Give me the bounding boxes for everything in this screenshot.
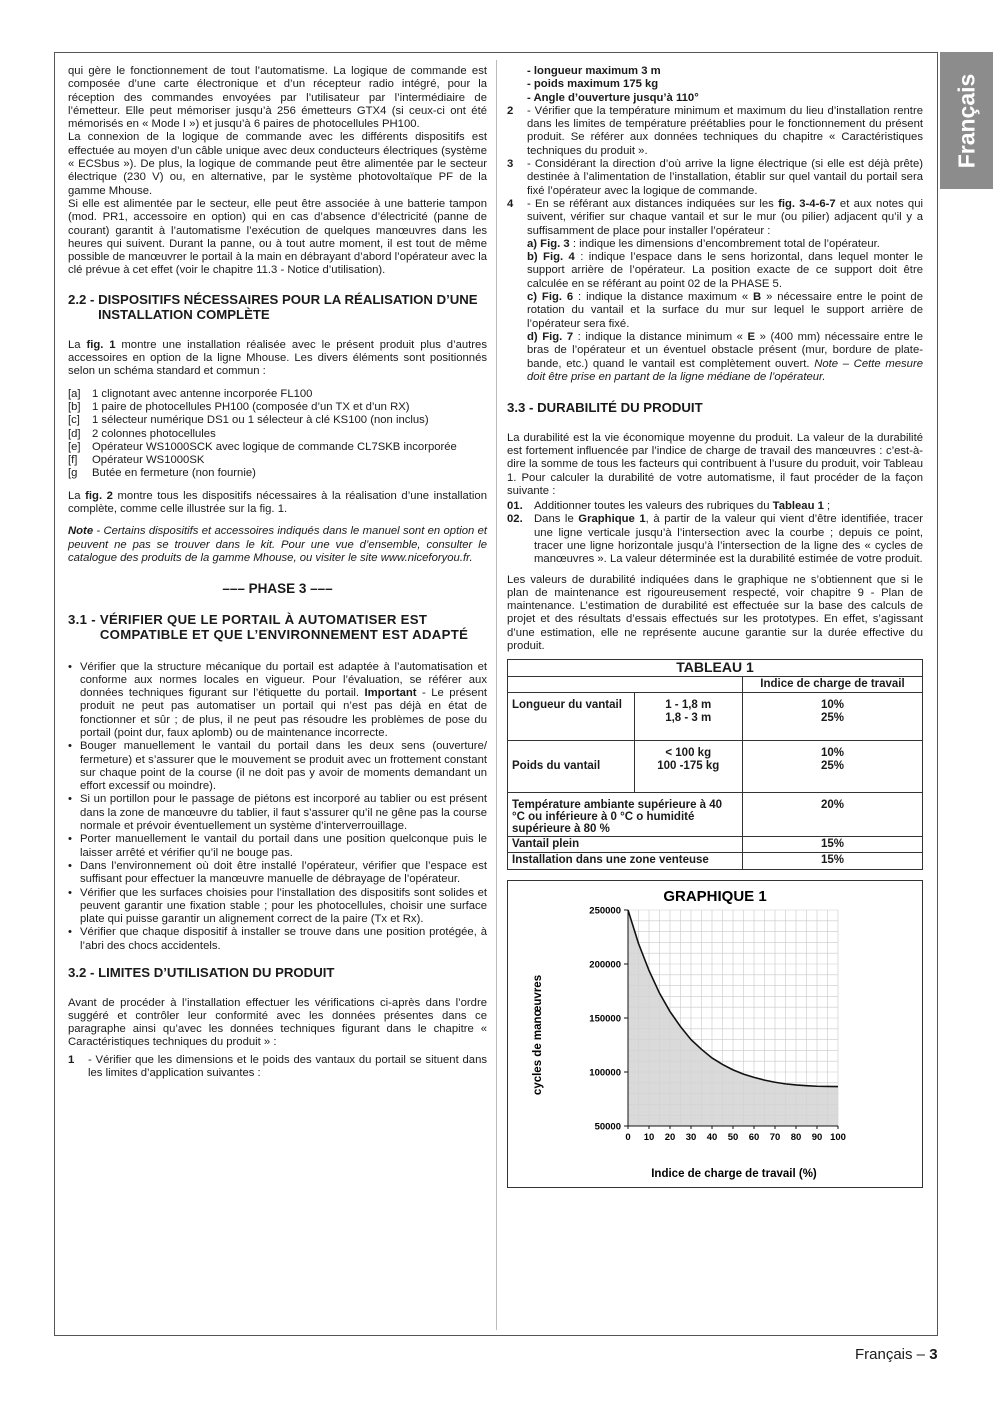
- item-text: 1 paire de photocellules PH100 (composée d’un TX et d’un RX): [92, 400, 410, 413]
- heading-text: VÉRIFIER QUE LE PORTAIL À AUTOMATISER EST COMPATIBLE ET QUE L’ENVIRONNEMENT EST ADAPTÉ: [99, 611, 469, 642]
- intro-paragraph-3: Si elle est alimentée par le secteur, elle peut être associée à une batterie tampon (mod. PR1, accessoire en option) qui en cas d’absence d’électricité (panne de courant) garantit à l’automatisme l’exécution de quelques manœuvres dans les heures qui suivent. Durant la panne, ou à tout autre moment, il est tout de même possible de manœuvrer le portail à la main en débrayant d’abord l’opérateur avec la clé prévue à cet effet (voir le chapitre 11.3 - Notice d’utilisation).: [68, 197, 487, 277]
- list-item: [68, 388, 487, 401]
- row-value: [742, 692, 922, 740]
- column-divider: [496, 60, 497, 1330]
- range-a: 1 - 1,8 m: [665, 698, 712, 711]
- table-header: Indice de charge de travail: [742, 676, 922, 692]
- x-tick-label: 80: [790, 1131, 802, 1143]
- table-row: [508, 836, 923, 852]
- step-number: 2: [507, 104, 514, 117]
- text: Dans le: [534, 513, 579, 526]
- page-number: 3: [929, 1346, 938, 1363]
- dimension-label: E: [747, 330, 756, 343]
- step-number: 4: [507, 197, 514, 210]
- heading-text: DISPOSITIFS NÉCESSAIRES POUR LA RÉALISATION D’UNE INSTALLATION COMPLÈTE: [98, 291, 478, 323]
- x-tick-label: 50: [727, 1131, 739, 1143]
- x-tick-label: 70: [769, 1131, 781, 1143]
- list-item: [68, 454, 487, 467]
- list-item: [68, 1054, 487, 1081]
- y-tick-label: 250000: [589, 905, 621, 917]
- chart-ylabel: cycles de manœuvres: [532, 974, 544, 1095]
- list-item: • Bouger manuellement le vantail du portail dans les deux sens (ouverture/ fermeture) et s’assurer que le mouvement se produit avec un frottement constant sur chaque point de la course (il ne doit pas y avoir de moments demandant un effort excessif ou moindre).: [68, 740, 487, 793]
- text: - En se référant aux distances indiquées sur les: [527, 197, 779, 210]
- text: montre une installation réalisée avec le présent produit plus d’autres accessoires en option de la ligne Mhouse. Les divers éléments sont positionnés selon un schéma standard et commun :: [68, 338, 487, 378]
- table-row: [508, 792, 923, 836]
- y-tick-label: 200000: [589, 959, 621, 971]
- fig-ref: fig. 3-4-6-7: [778, 197, 836, 210]
- chart-xlabel: Indice de charge de travail (%): [651, 1167, 817, 1180]
- table-ref: Tableau 1: [772, 500, 824, 513]
- list-item: [68, 661, 487, 741]
- note-paragraph: [68, 525, 487, 565]
- right-column: [507, 65, 923, 1188]
- item-key: [f]: [68, 454, 78, 467]
- text: : indique la distance minimum «: [573, 330, 748, 343]
- value-b: 25%: [820, 712, 844, 725]
- fig-label: d) Fig. 7: [527, 330, 574, 343]
- dimension-label: B: [753, 291, 762, 304]
- heading-3-1: [68, 612, 487, 643]
- table-row: [508, 740, 923, 792]
- row-label: Vantail plein: [508, 836, 743, 852]
- list-item: • Vérifier que les surfaces choisies pour l’installation des dispositifs sont solides et peuvent garantir une fixation stable ; pour les photocellules, choisir une surface plate qui puisse garantir un alignement correct de la paire (Tx et Rx).: [68, 887, 487, 927]
- step-list: [68, 1054, 487, 1081]
- item-key: [a]: [68, 387, 81, 400]
- value-a: 10%: [820, 698, 844, 711]
- item-text: 1 clignotant avec antenne incorporée FL100: [92, 387, 313, 400]
- row-value: 15%: [742, 853, 922, 869]
- table-row: [508, 692, 923, 740]
- item-text: Butée en fermeture (non fournie): [92, 467, 256, 480]
- heading-3-2: [68, 965, 487, 981]
- limit-item: - Angle d’ouverture jusqu’à 110°: [527, 91, 699, 104]
- step-number: 02.: [507, 513, 523, 526]
- text: » nécessaire entre le point de rotation du vantail et la surface du mur sur lequel le support arrière de l’opérateur sera fixé.: [527, 291, 923, 330]
- text: Vérifier que la structure mécanique du portail est adaptée à l’automatisation et conforme aux normes locales en vigueur. Pour l’évaluation, se référer aux données techniques figurant sur l’étiquette du portail.: [80, 660, 487, 700]
- phase-heading: ––– PHASE 3 –––: [222, 581, 333, 597]
- item-key: [e]: [68, 440, 81, 453]
- durability-note-paragraph: Les valeurs de durabilité indiquées dans le graphique ne s’obtiennent que si le plan de maintenance est rigoureusement respecté, voir chapitre 9 - Plan de maintenance. L’estimation de durabilité est effectuée sur la base des calculs de projet et des résultats d’essais effectués sur les prototypes. En effet, s’agissant d’une estimation, elle ne représente aucune garantie sur la durée effective du produit.: [507, 573, 923, 653]
- value-a: 10%: [820, 746, 844, 759]
- page-footer: [855, 1346, 938, 1363]
- list-item: [507, 513, 923, 566]
- heading-text: DURABILITÉ DU PRODUIT: [537, 400, 703, 416]
- note-text: - Certains dispositifs et accessoires indiqués dans le manuel sont en option et peuvent ne pas se trouver dans le kit. Pour une vue d’ensemble, consulter le catalogue des produits de la gamme Mhouse, ou visiter le site www.niceforyou.fr.: [68, 525, 487, 564]
- intro-paragraph-2: La connexion de la logique de commande avec les différents dispositifs est effectuée au moyen d’un câble unique avec deux conducteurs électriques (système « ECSbus »). De plus, la logique de commande peut être alimentée par le secteur électrique (230 V) ou, en alternative, par le système photovoltaïque PF de la gamme Mhouse.: [68, 131, 487, 197]
- y-tick-label: 50000: [594, 1121, 621, 1133]
- step-number: 01.: [507, 500, 523, 513]
- intro-paragraph-1: qui gère le fonctionnement de tout l’automatisme. La logique de commande est composée d’une carte électronique et d’un récepteur radio intégré, pour la réception des commandes envoyées par l’utilisateur par l’intermédiaire de l’émetteur. Elle peut mémoriser jusqu’à 256 émetteurs GTX4 (si ceux-ci ont été mémorisés en « Mode I ») et jusqu’à 6 paires de photocellules PH100.: [68, 65, 487, 131]
- heading-text: LIMITES D’UTILISATION DU PRODUIT: [98, 965, 335, 981]
- list-item: [507, 158, 923, 198]
- language-tab: [940, 52, 993, 189]
- step-text: [527, 198, 923, 384]
- y-tick-label: 100000: [589, 1067, 621, 1079]
- list-item: [68, 401, 487, 414]
- list-item: • Dans l’environnement où doit être installé l’opérateur, vérifier que l’espace est suffisant pour effectuer la manœuvre manuelle de débrayage de l’opérateur.: [68, 860, 487, 887]
- table-row: [508, 853, 923, 869]
- fig1-paragraph: [68, 339, 487, 379]
- text: La: [68, 489, 86, 502]
- section-3-2-paragraph: Avant de procéder à l’installation effectuer les vérifications ci-après dans l’ordre suggéré et contrôler leur conformité avec les données présentes dans ce paragraphe ainsi qu’avec les données techniques figurant dans le chapitre « Caractéristiques techniques du produit » :: [68, 996, 487, 1049]
- y-tick-label: 150000: [589, 1013, 621, 1025]
- durability-chart: [508, 881, 922, 1187]
- range-b: 1,8 - 3 m: [665, 712, 712, 725]
- row-value: 20%: [742, 792, 922, 836]
- row-range: [634, 740, 742, 792]
- item-text: 2 colonnes photocellules: [92, 427, 216, 440]
- heading-number: 3.2 -: [68, 965, 99, 981]
- text: » (400 mm) nécessaire entre le bras de l’opérateur et un éventuel obstacle présent (mur, bordure de plate-bande, etc.) quand le vantail est complètement ouvert.: [527, 330, 923, 370]
- range-b: 100 -175 kg: [657, 760, 720, 773]
- range-a: < 100 kg: [665, 746, 712, 759]
- note-text: Note – Cette mesure doit être prise en partant de la ligne médiane de l’opérateur.: [527, 357, 923, 383]
- text: montre tous les dispositifs nécessaires à la réalisation d’une installation complète, comme celle illustrée sur la fig. 1.: [68, 489, 487, 516]
- procedure-list: [507, 500, 923, 566]
- fig2-paragraph: [68, 490, 487, 517]
- list-item: [68, 428, 487, 441]
- list-item: • Porter manuellement le vantail du portail dans une position quelconque puis le laisser arrêté et vérifier qu’il ne bouge pas.: [68, 833, 487, 860]
- chart-ref: Graphique 1: [578, 513, 646, 526]
- step-text: - Considérant la direction d’où arrive la ligne électrique (si elle est déjà prête) destinée à l’alimentation de l’installation, établir sur quel vantail du portail sera fixé l’opérateur avec la logique de commande.: [527, 158, 923, 197]
- list-item: [507, 198, 923, 384]
- step-text: [534, 513, 923, 566]
- graph-1: [507, 880, 923, 1188]
- row-label: Installation dans une zone venteuse: [508, 853, 743, 869]
- section-3-3-paragraph: La durabilité est la vie économique moyenne du produit. La valeur de la durabilité est fortement influencée par l’indice de charge de travail des manœuvres : c’est-à-dire la somme de tous les facteurs qui contribuent à l’usure du produit, voir Tableau 1. Pour calculer la durabilité de votre automatisme, il faut procéder de la façon suivante :: [507, 431, 923, 497]
- fig-ref: fig. 2: [85, 489, 113, 502]
- step-number: 1: [68, 1053, 75, 1066]
- x-tick-label: 100: [830, 1131, 846, 1143]
- note-label: Note: [68, 525, 94, 538]
- x-tick-label: 90: [811, 1131, 823, 1143]
- heading-number: 3.1 -: [68, 611, 100, 627]
- x-tick-label: 20: [664, 1131, 676, 1143]
- step-text: - Vérifier que les dimensions et le poids des vantaux du portail se situent dans les limites d’application suivantes :: [88, 1053, 487, 1080]
- list-item: • Vérifier que chaque dispositif à installer se trouve dans une position protégée, à l’abri des chocs accidentels.: [68, 926, 487, 953]
- text: La: [68, 338, 87, 351]
- row-value: 15%: [742, 836, 922, 852]
- x-tick-label: 30: [685, 1131, 697, 1143]
- language-tab-label: Français: [953, 73, 979, 168]
- list-item: [507, 105, 923, 158]
- heading-2-2: [68, 292, 487, 323]
- row-label: Température ambiante supérieure à 40 °C ou inférieure à 0 °C o humidité supérieure à 80 %: [508, 792, 743, 836]
- fig-label: c) Fig. 6: [527, 291, 574, 304]
- limit-item: - longueur maximum 3 m: [527, 65, 661, 77]
- step-text: - Vérifier que la température minimum et maximum du lieu d’installation rentre dans les limites de température préétablies pour le fonctionnement du présent produit. Se référer aux données techniques du chapitre « Caractéristiques techniques du produit ».: [527, 104, 923, 157]
- chart-title: GRAPHIQUE 1: [663, 887, 767, 905]
- text: : indique la distance maximum «: [573, 291, 754, 304]
- step-list: [507, 105, 923, 384]
- component-list: [68, 388, 487, 481]
- text: ;: [823, 500, 831, 513]
- list-item: [68, 467, 487, 480]
- limits-list: [507, 65, 923, 105]
- step-number: 3: [507, 158, 514, 171]
- text: : indique l’espace dans le sens horizontal, dans lequel monter le support arrière de l’opérateur. La position exacte de ce support doit être calculée en se référant au point 02 de la PHASE 5.: [527, 251, 923, 290]
- text: , à partir de la valeur qui vient d’être identifiée, tracer une ligne verticale jusqu’à l’intersection avec la courbe ; depuis ce point, tracer une ligne horizontale jusqu’à l’intersection de la ligne des « cycles de manœuvres ». La valeur déterminée est la durabilité estimée de votre produit.: [534, 513, 923, 566]
- item-text: Opérateur WS1000SCK avec logique de commande CL7SKB incorporée: [92, 440, 457, 453]
- list-item: • Si un portillon pour le passage de piétons est incorporé au tablier ou est présent dans la zone de manœuvre du tablier, il faut s’assurer qu’il ne gêne pas la course normale et prévoir éventuellement un système d’interverrouillage.: [68, 793, 487, 833]
- left-column: [68, 65, 487, 1080]
- item-key: [g: [68, 467, 78, 480]
- list-item: [68, 414, 487, 427]
- x-tick-label: 0: [625, 1131, 631, 1143]
- important-label: Important: [364, 687, 417, 700]
- x-tick-label: 10: [643, 1131, 655, 1143]
- fig-ref: fig. 1: [86, 338, 116, 351]
- table-1: [507, 659, 923, 869]
- limit-item: - poids maximum 175 kg: [527, 78, 659, 91]
- fig-label: b) Fig. 4: [527, 251, 575, 264]
- item-key: [d]: [68, 427, 81, 440]
- x-tick-label: 60: [748, 1131, 760, 1143]
- heading-number: 3.3 -: [507, 400, 538, 416]
- row-value: [742, 740, 922, 792]
- x-tick-label: 40: [706, 1131, 718, 1143]
- item-key: [c]: [68, 414, 80, 427]
- check-list: [68, 661, 487, 954]
- row-label: Poids du vantail: [508, 740, 635, 792]
- value-b: 25%: [820, 760, 844, 773]
- text: : indique les dimensions d’encombrement total de l’opérateur.: [569, 237, 880, 250]
- text: - Le présent produit ne peut pas automatiser un portail qui n’est pas déjà en état de fonctionner et sûr ; de plus, il ne peut pas résoudre les problèmes de pose du portail (point dur, faux aplomb) ou de maintenance incorrecte.: [80, 687, 487, 739]
- item-key: [b]: [68, 400, 81, 413]
- heading-number: 2.2 -: [68, 291, 99, 307]
- footer-label: Français –: [855, 1346, 930, 1363]
- fig-label: a) Fig. 3: [527, 237, 570, 250]
- table-empty-cell: [508, 676, 743, 692]
- row-label: Longueur du vantail: [508, 692, 635, 740]
- table-title: TABLEAU 1: [508, 660, 923, 676]
- step-text: [534, 500, 923, 513]
- heading-3-3: [507, 400, 923, 416]
- text: Additionner toutes les valeurs des rubriques du: [534, 500, 773, 513]
- list-item: [68, 441, 487, 454]
- row-range: [634, 692, 742, 740]
- item-text: 1 sélecteur numérique DS1 ou 1 sélecteur à clé KS100 (non inclus): [92, 414, 429, 427]
- item-text: Opérateur WS1000SK: [92, 454, 205, 467]
- text: et aux notes qui suivent, vérifier sur chaque vantail et sur le mur (ou pilier) adjacent qu’il y a suffisamment de place pour installer l’opérateur :: [527, 197, 924, 237]
- list-item: [507, 500, 923, 513]
